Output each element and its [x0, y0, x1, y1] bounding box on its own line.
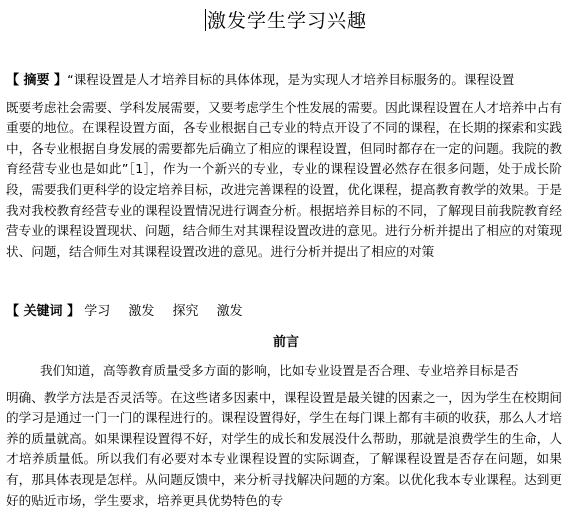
abstract-paragraph[interactable]: [6, 70, 562, 262]
keywords-tag: 【 关键词 】: [6, 304, 81, 319]
abstract-tag: 【 摘要 】: [6, 73, 68, 88]
keyword-item: 激发: [216, 304, 243, 319]
text-cursor: [205, 9, 206, 31]
keywords-line[interactable]: [6, 300, 562, 319]
preface-body: 明确、教学方法是否灵活等。在这些诸多因素中，课程设置是最关键的因素之一，因为学生在校期间的学习是通过一门一门的课程进行的。课程设置得好，学生在每门课上都有丰硕的收获，那么人才培养的质量就高。如果课程设置得不好，对学生的成长和发展没什么帮助，那就是浪费学生的生命，人才培养质量低。所以我们有必要对本专业课程设置的实际调查，了解课程设置是否存在问题，如果有，那具体表现是怎样。从问题反馈中，来分析寻找解决问题的方案。以优化我本专业课程。达到更好的贴近市场，学生要求，培养更具优势特色的专: [6, 389, 562, 508]
preface-paragraph[interactable]: [6, 361, 562, 511]
title-line: [0, 6, 572, 33]
preface-first-line: 我们知道，高等教育质量受多方面的影响，比如专业设置是否合理、专业培养目标是否: [40, 363, 519, 378]
keyword-item: 探究: [172, 304, 199, 319]
abstract-body: 既要考虑社会需要、学科发展需要，又要考虑学生个性发展的需要。因此课程设置在人才培养中占有重要的地位。在课程设置方面，各专业根据自己专业的特点开设了不同的课程，在长期的探索和实践中，各专业根据自身发展的需要都先后确立了相应的课程设置，但同时都存在一定的问题。我院的教育经营专业也是如此”［1］，作为一个新兴的专业，专业的课程设置必然存在很多问题，处于成长阶段，需要我们更科学的设定培养目标，改进完善课程的设置，优化课程，提高教育教学的效果。于是我对我校教育经营专业的课程设置情况进行调查分析。根据培养目标的不同，了解现目前我院教育经营专业的课程设置现状、问题，结合师生对其课程设置改进的意见。进行分析并提出了相应的对策现状、问题，结合师生对其课程设置改进的意见。进行分析并提出了相应的对策: [6, 99, 562, 259]
keyword-item: 激发: [128, 304, 155, 319]
document-title[interactable]: 激发学生学习兴趣: [206, 10, 367, 32]
abstract-first-line-text: “课程设置是人才培养目标的具体体现，是为实现人才培养目标服务的。课程设置: [67, 72, 515, 87]
abstract-first-line: [6, 70, 562, 92]
keyword-item: 学习: [84, 304, 111, 319]
section-heading: 前言: [272, 335, 299, 350]
